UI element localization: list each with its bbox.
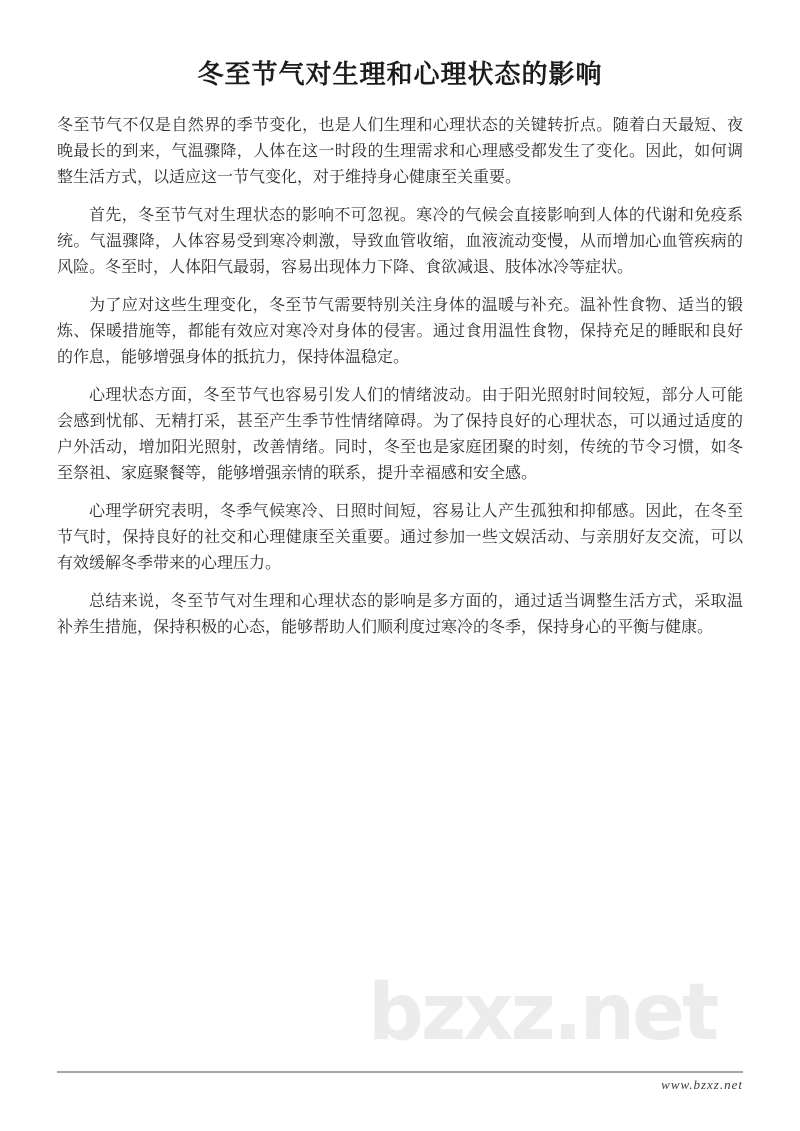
paragraph-psychology: 心理状态方面，冬至节气也容易引发人们的情绪波动。由于阳光照射时间较短，部分人可能会感到忧郁、无精打采，甚至产生季节性情绪障碍。为了保持良好的心理状态，可以通过适度的户外活动，增加阳光照射，改善情绪。同时，冬至也是家庭团聚的时刻，传统的节令习惯，如冬至祭祖、家庭聚餐等，能够增强亲情的联系，提升幸福感和安全感。 bbox=[57, 387, 743, 482]
watermark-text: bzxz.net bbox=[368, 968, 717, 1058]
footer-url: www.bzxz.net bbox=[661, 1077, 743, 1092]
paragraph-intro: 冬至节气不仅是自然界的季节变化，也是人们生理和心理状态的关键转折点。随着白天最短、夜晚最长的到来，气温骤降，人体在这一时段的生理需求和心理感受都发生了变化。因此，如何调整生活方式，以适应这一节气变化，对于维持身心健康至关重要。 bbox=[57, 117, 743, 186]
paragraph-warmth: 为了应对这些生理变化，冬至节气需要特别关注身体的温暖与补充。温补性食物、适当的锻炼、保暖措施等，都能有效应对寒冷对身体的侵害。通过食用温性食物，保持充足的睡眠和良好的作息，能够增强身体的抵抗力，保持体温稳定。 bbox=[57, 297, 743, 366]
paragraph-summary: 总结来说，冬至节气对生理和心理状态的影响是多方面的，通过适当调整生活方式，采取温补养生措施，保持积极的心态，能够帮助人们顺利度过寒冷的冬季，保持身心的平衡与健康。 bbox=[57, 593, 743, 636]
page-title: 冬至节气对生理和心理状态的影响 bbox=[197, 60, 603, 89]
paragraph-research: 心理学研究表明，冬季气候寒冷、日照时间短，容易让人产生孤独和抑郁感。因此，在冬至节气时，保持良好的社交和心理健康至关重要。通过参加一些文娱活动、与亲朋好友交流，可以有效缓解冬季带来的心理压力。 bbox=[57, 503, 743, 572]
footer-divider bbox=[57, 1071, 743, 1073]
paragraph-physiology: 首先，冬至节气对生理状态的影响不可忽视。寒冷的气候会直接影响到人体的代谢和免疫系统。气温骤降，人体容易受到寒冷刺激，导致血管收缩，血液流动变慢，从而增加心血管疾病的风险。冬至时，人体阳气最弱，容易出现体力下降、食欲减退、肢体冰冷等症状。 bbox=[57, 207, 743, 276]
document-content bbox=[57, 0, 743, 641]
